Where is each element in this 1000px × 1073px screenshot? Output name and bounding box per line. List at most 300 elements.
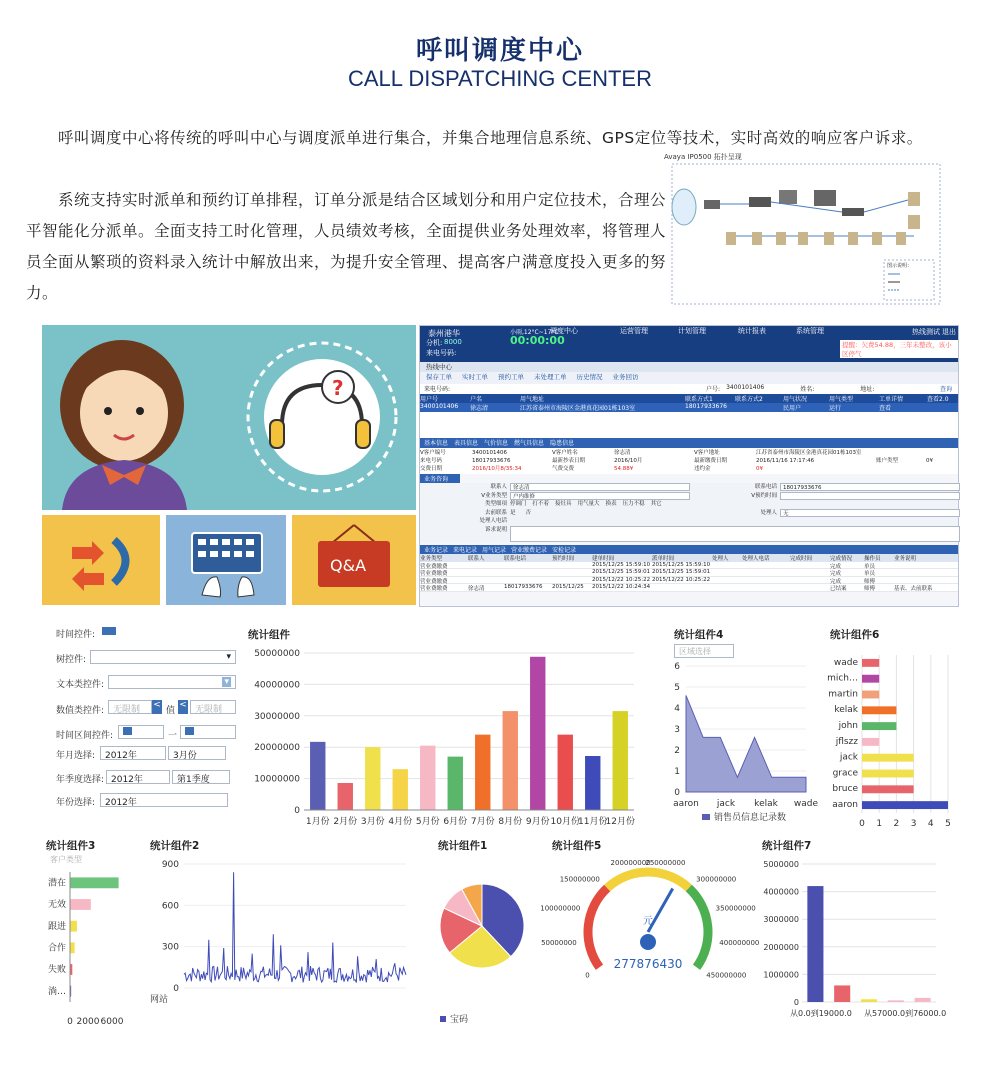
value: 18017933676 (472, 458, 511, 464)
th: 预约时间 (552, 555, 575, 562)
table-row[interactable] (420, 562, 958, 570)
x-tick-label: 1 (876, 819, 883, 829)
bar (862, 801, 948, 809)
gauge-tick-label: 400000000 (719, 939, 760, 948)
radio[interactable]: 否 (525, 509, 532, 516)
value: 0¥ (756, 466, 763, 472)
gauge-chart (540, 856, 760, 996)
table-row[interactable] (420, 584, 958, 592)
label: 类型细项 (484, 501, 507, 507)
x-tick-label: jack (716, 799, 736, 809)
dispatch-app-screenshot (419, 325, 959, 607)
y-tick-label: 4 (674, 704, 680, 714)
value: 54.88¥ (614, 466, 634, 472)
y-tick-label: bruce (832, 784, 858, 795)
alert-text: 提醒：欠费54.88，三年未整改，该小区停气 (840, 340, 958, 358)
customer-type-select[interactable]: 客户类型 (46, 853, 108, 867)
range-control-label: 时间区间控件: (56, 731, 114, 741)
label: 诉求说明 (484, 526, 507, 533)
th: 业务类型 (420, 555, 443, 562)
td: 江苏省泰州市海陵区金港真花园01栋103室 (520, 405, 636, 412)
checkbox[interactable]: 接灶具 (555, 501, 572, 507)
y-tick-label: aaron (832, 799, 858, 810)
app-logo: 泰州港华 (428, 329, 460, 338)
th: 用气地址 (520, 396, 545, 403)
desc-textarea[interactable] (510, 526, 960, 542)
tab-price[interactable]: 气价信息 (484, 440, 509, 447)
chart-title: 统计组件6 (830, 629, 880, 641)
chevron-left-icon[interactable]: < (152, 700, 162, 714)
search-bar (420, 384, 958, 394)
x-tick-label: 3月份 (360, 817, 385, 827)
td: 民用户 (783, 405, 802, 412)
reserve-time-input[interactable] (780, 492, 960, 500)
td: 2015/12/25 15:59:10 (652, 561, 711, 568)
tab-call-record[interactable]: 来电记录 (453, 546, 478, 554)
range-start-input[interactable] (118, 725, 164, 739)
y-tick-label: 300 (161, 942, 179, 953)
month-input[interactable]: 3月份 (168, 746, 226, 760)
phone-label: 来电号码: (426, 349, 457, 357)
td: 2015/12/25 15:59:01 (592, 569, 651, 575)
td: 2015/12/25 15:59:10 (592, 561, 651, 568)
bar (915, 998, 931, 1002)
gauge-tick-label: 450000000 (706, 971, 747, 980)
gauge-unit: 元 (643, 916, 653, 927)
code-label: 户号: (706, 386, 721, 393)
label: V预约时间 (751, 492, 777, 499)
checkbox[interactable]: 打不着 (532, 501, 550, 507)
time-control-label: 时间控件: (56, 630, 96, 640)
bar (338, 783, 353, 810)
toolbar-reserve[interactable]: 预约工单 (498, 373, 524, 381)
addr-label: 地址: (860, 386, 875, 393)
td (735, 403, 783, 412)
value: 2016/10月8/35:34 (472, 466, 522, 472)
weather: 小雨,12°C~17°C (510, 329, 559, 336)
th: 户名 (470, 396, 483, 403)
calendar-icon (185, 727, 194, 735)
value: 江苏省泰州市海陵区金港真花园01栋103室 (756, 450, 862, 456)
td: 营业费缴费 (420, 571, 448, 577)
table-row[interactable] (420, 569, 958, 577)
name-label: 姓名: (800, 386, 815, 393)
td: 徐志清 (468, 586, 485, 592)
x-tick-label: 8月份 (498, 817, 523, 827)
label: 交费日期 (420, 466, 443, 472)
year-select-label: 年份选择: (56, 798, 96, 808)
checkbox[interactable]: 压力不稳 (622, 501, 645, 507)
label: V客户地址 (694, 450, 720, 456)
td: 2015/12/22 10:25:22 (592, 576, 651, 583)
x-tick-label: 6000 (100, 1017, 124, 1027)
app-nav-3[interactable]: 计划管理 (678, 327, 706, 335)
td: 营业费缴费 (420, 578, 448, 585)
y-tick-label: 失败 (47, 965, 66, 976)
contact-phone-input[interactable]: 18017933676 (780, 483, 960, 491)
y-tick-label: 6 (674, 662, 680, 672)
number-min-input[interactable]: 无限制 (108, 700, 152, 714)
basic-tabs (420, 438, 958, 448)
y-tick-label: 无效 (47, 900, 66, 911)
number-control-label: 数值类控件: (56, 706, 105, 716)
page-subtitle: CALL DISPATCHING CENTER (348, 66, 652, 91)
bar (862, 659, 879, 667)
gauge-tick-label: 150000000 (559, 875, 600, 884)
view-button[interactable]: 查看 (879, 405, 892, 412)
text-control-label: 文本类控件: (56, 680, 105, 690)
bar (530, 657, 545, 810)
radio[interactable]: 是 (510, 509, 516, 516)
y-tick-label: 30000000 (254, 711, 300, 722)
time-control[interactable] (102, 627, 116, 635)
monthly-bar-chart (248, 645, 640, 830)
y-tick-label: 2 (674, 746, 680, 756)
y-tick-label: 淌… (47, 986, 66, 997)
x-tick-label: 从0.0到19000.0 (790, 1009, 852, 1018)
topology-title: Avaya IP0500 拓扑呈现 (664, 153, 742, 161)
quarter-input[interactable]: 第1季度 (172, 770, 230, 784)
range-end-input[interactable] (180, 725, 236, 739)
th: 联系方式2 (735, 396, 763, 403)
checkbox[interactable]: 其它 (650, 501, 662, 507)
tab-biz-record[interactable]: 业务记录 (424, 546, 449, 554)
app-toolbar (420, 372, 958, 384)
logout-link[interactable]: 退出 (942, 328, 956, 336)
app-nav-1[interactable]: 调度中心 (550, 327, 578, 335)
year-month-label: 年月选择: (56, 751, 96, 761)
search-label: 来电号码: (424, 386, 451, 393)
x-tick-label: 从57000.0到76000.0 (864, 1009, 947, 1018)
bar (475, 735, 490, 810)
tab-safety-record[interactable]: 安检记录 (552, 546, 577, 554)
gauge-tick-label: 250000000 (645, 859, 686, 868)
ext-label: 分机: (426, 339, 443, 347)
label: 最新抄表日期 (552, 458, 586, 464)
label: 来电号码 (420, 458, 443, 464)
x-tick-label: 12月份 (605, 817, 635, 827)
toolbar-realtime[interactable]: 实时工单 (462, 373, 488, 381)
td (742, 584, 790, 592)
x-tick-label: 11月份 (578, 817, 608, 827)
td: 完成 (830, 571, 842, 577)
tab-basic[interactable]: 基本信息 (424, 440, 449, 447)
line-series (184, 872, 406, 982)
tab-pay-record[interactable]: 营业缴费记录 (511, 546, 548, 554)
td: 师傅 (864, 578, 876, 585)
year-input[interactable]: 2012年 (100, 746, 166, 760)
bar (365, 747, 380, 810)
year-input[interactable]: 2012年 (106, 770, 170, 784)
y-tick-label: 0 (173, 984, 179, 994)
x-tick-label: 4 (927, 819, 934, 829)
chart-title: 统计组件5 (552, 840, 602, 852)
tab-meter[interactable]: 表具信息 (454, 440, 479, 447)
y-tick-label: jflszz (835, 736, 858, 747)
label: 联系人 (490, 484, 507, 490)
x-tick-label: 5月份 (415, 817, 440, 827)
y-tick-label: 900 (161, 860, 179, 870)
topology-legend-title: 图示说明： (887, 263, 913, 269)
y-tick-label: wade (833, 657, 858, 668)
x-tick-label: 10月份 (550, 817, 580, 827)
x-tick-label: 1月份 (305, 817, 330, 827)
label: 联系电话 (754, 484, 777, 490)
td: 单员 (864, 571, 876, 577)
gauge-band (588, 888, 607, 967)
td: 已结案 (830, 586, 847, 592)
label: 最新缴费日期 (694, 458, 728, 464)
label: V客户姓名 (552, 450, 578, 456)
bar (862, 738, 879, 746)
legend-label: 销售员信息记录数 (714, 813, 787, 823)
td: 单员 (864, 563, 876, 570)
app-nav-5[interactable]: 系统管理 (796, 327, 824, 335)
area-select[interactable]: 区域选择 (674, 644, 734, 658)
tree-control-label: 树控件: (56, 655, 87, 665)
year-quarter-label: 年季度选择: (56, 775, 105, 785)
chart-title: 统计组件2 (150, 840, 200, 852)
chart-title: 统计组件7 (762, 840, 812, 852)
y-tick-label: 50000000 (254, 649, 300, 659)
query-button[interactable]: 查询 (939, 386, 952, 393)
y-tick-label: 1000000 (763, 970, 799, 980)
pie-chart (436, 856, 536, 1026)
y-tick-label: 0 (793, 998, 799, 1007)
td: 18017933676 (685, 403, 727, 410)
th: 处理人电话 (742, 555, 770, 562)
record-table (420, 554, 958, 592)
legend-swatch (440, 1016, 446, 1022)
app-nav-2[interactable]: 运营管理 (620, 327, 648, 335)
chevron-down-icon: ▾ (226, 652, 231, 662)
y-tick-label: 20000000 (254, 743, 300, 754)
x-axis-label: 网站 (150, 995, 169, 1005)
hbar-chart-3 (44, 868, 128, 1030)
gauge-band (689, 888, 708, 967)
biz-title: 业务咨询 (420, 474, 460, 483)
th: 联系人 (468, 555, 485, 562)
chart-title: 统计组件1 (438, 840, 488, 852)
page-title: 呼叫调度中心 (415, 36, 584, 66)
class-options (510, 500, 960, 509)
th: 用气类型 (829, 396, 854, 403)
intro-paragraph-2: 系统支持实时派单和预约订单排程，订单分派是结合区域划分和用户定位技术，合理公平智能化分派单。全面支持工时化管理，人员绩效考核，全面提供业务处理效率，将管理人员全面从繁琐的资料录入统计中解放出来，为提升安全管理、提高客户满意度投入更多的努力。 (26, 191, 667, 302)
tab-appliance[interactable]: 燃气具信息 (514, 440, 545, 447)
bar (862, 706, 896, 714)
y-tick-label: 10000000 (254, 774, 300, 785)
y-tick-label: 2000000 (763, 942, 799, 952)
tab-hazard[interactable]: 隐患信息 (550, 440, 575, 447)
y-tick-label: jack (839, 752, 858, 763)
chart-title: 统计组件 (248, 629, 290, 641)
bar (834, 985, 850, 1002)
y-tick-label: john (838, 720, 858, 731)
toolbar-history[interactable]: 历史情况 (576, 373, 603, 381)
year-input[interactable]: 2012年 (100, 793, 228, 807)
chart-title: 统计组件3 (46, 840, 96, 852)
y-tick-label: 跟进 (47, 921, 66, 932)
th: 处理人 (712, 555, 729, 562)
bar (861, 999, 877, 1002)
x-tick-label: 0 (67, 1017, 73, 1027)
app-user: 热线测试 (912, 328, 940, 336)
th: 联系方式1 (685, 396, 713, 403)
bar (503, 711, 518, 810)
y-tick-label: kelak (834, 705, 858, 716)
y-tick-label: mich… (827, 673, 858, 684)
th: 建单时间 (592, 555, 615, 562)
toolbar-followup[interactable]: 业务回访 (612, 373, 639, 381)
checkbox[interactable]: 停调门 (510, 501, 527, 507)
y-tick-label: 0 (294, 806, 300, 816)
bar (558, 735, 573, 810)
gauge-tick-label: 0 (585, 971, 590, 980)
tab-gas-record[interactable]: 用气记录 (482, 546, 507, 554)
value: 2016/11/16 17:17:46 (756, 458, 815, 464)
illustration-drawing (42, 325, 416, 605)
calendar-icon (123, 727, 132, 735)
area-chart (668, 662, 819, 824)
th: 完成时间 (790, 555, 813, 562)
y-tick-label: grace (832, 768, 858, 779)
contact-input[interactable]: 徐志清 (510, 483, 690, 491)
topology-diagram (664, 152, 940, 304)
x-tick-label: 2 (893, 819, 900, 829)
x-tick-label: aaron (673, 799, 699, 809)
label: 违约金 (694, 466, 711, 472)
biz-form (420, 483, 958, 542)
gauge-band (607, 872, 689, 888)
value: 0¥ (926, 458, 933, 464)
td (712, 584, 742, 592)
td: 2015/12/22 10:24:34 (592, 584, 651, 590)
toolbar-pending[interactable]: 未处理工单 (534, 373, 567, 381)
x-tick-label: 3 (910, 819, 917, 829)
bar (862, 785, 914, 793)
legend-swatch (702, 814, 710, 820)
legend-label: 宝码 (450, 1015, 469, 1025)
th: 用气状况 (783, 396, 808, 403)
chart-title: 统计组件4 (674, 629, 724, 641)
label: V客户编号 (420, 450, 446, 456)
td (652, 584, 712, 592)
toolbar-save[interactable]: 保存工单 (426, 373, 452, 381)
biz-type-select[interactable]: 户内维修 (510, 492, 690, 500)
value-label: 值 (166, 706, 176, 716)
th: 查看2.0 (927, 396, 949, 403)
th: 派单时间 (652, 555, 675, 562)
call-timer: 00:00:00 (510, 334, 565, 347)
td: 3400101406 (420, 403, 459, 410)
code-value[interactable]: 3400101406 (726, 384, 765, 391)
bar (70, 942, 75, 953)
record-table-head (420, 554, 958, 562)
td: 徐志清 (470, 405, 489, 412)
app-nav-4[interactable]: 统计报表 (738, 327, 766, 335)
y-tick-label: 600 (161, 901, 179, 912)
range-separator: 一 (168, 731, 178, 741)
range-bar-chart (760, 856, 947, 1031)
x-tick-label: wade (793, 799, 819, 809)
x-tick-label: 4月份 (388, 817, 413, 827)
y-tick-label: 5 (674, 683, 680, 693)
bar (448, 757, 463, 810)
td: 2015/12/22 10:25:22 (652, 576, 711, 583)
tree-select[interactable] (90, 650, 236, 664)
y-tick-label: 潜在 (47, 878, 66, 889)
y-tick-label: 合作 (47, 943, 66, 954)
table-row[interactable] (420, 403, 958, 412)
basic-info (420, 448, 958, 474)
qa-sign: Q&A (330, 556, 367, 575)
th: 完成情况 (830, 555, 853, 562)
table-row[interactable] (420, 577, 958, 585)
record-tabs (420, 545, 958, 554)
checkbox[interactable]: 用气量大 (577, 501, 600, 507)
bar (807, 886, 823, 1002)
td: 2015/12/25 (552, 584, 584, 590)
th: 用户号 (420, 396, 439, 403)
bar (420, 746, 435, 810)
y-tick-label: martin (828, 689, 858, 700)
bar (862, 675, 879, 683)
td: 营业费缴费 (420, 586, 448, 592)
td: 营业费缴费 (420, 563, 448, 570)
line-chart (150, 856, 412, 1026)
number-max-input[interactable]: 无限制 (190, 700, 236, 714)
gauge-hub (640, 934, 656, 950)
label: 处理人电话 (479, 518, 507, 524)
th: 联系电话 (504, 555, 527, 562)
x-tick-label: 9月份 (525, 817, 550, 827)
td: 完成 (830, 578, 842, 585)
value: 3400101406 (472, 450, 507, 456)
gauge-tick-label: 350000000 (715, 904, 756, 913)
td: 完成 (830, 563, 842, 570)
bar (70, 921, 77, 932)
bar (862, 722, 896, 730)
x-tick-label: 6月份 (443, 817, 468, 827)
checkbox[interactable]: 换表 (605, 501, 617, 507)
y-tick-label: 0 (674, 788, 680, 798)
chevron-down-icon: ▾ (224, 677, 229, 687)
urgent-options (510, 509, 690, 518)
td: 2015/12/25 15:59:01 (652, 569, 711, 575)
text-select[interactable] (108, 675, 236, 689)
handler-select[interactable]: 无 (780, 509, 960, 517)
y-tick-label: 1 (674, 767, 680, 777)
x-tick-label: 2000 (76, 1017, 100, 1027)
label: 气费交费 (552, 466, 575, 472)
value: 2016/10月 (614, 458, 643, 464)
chevron-left-icon[interactable]: < (178, 700, 188, 714)
call-center-illustration (42, 325, 416, 605)
bar (862, 770, 914, 778)
bar (70, 899, 91, 910)
td: 运行 (829, 405, 842, 412)
gauge-tick-label: 100000000 (540, 904, 581, 913)
app-header (420, 326, 958, 362)
td: 18017933676 (504, 584, 543, 590)
td: 基表、去前联系 (894, 586, 933, 592)
y-tick-label: 3 (674, 725, 680, 735)
bar (862, 691, 879, 699)
gauge-tick-label: 50000000 (541, 939, 577, 948)
y-tick-label: 3000000 (763, 915, 799, 925)
x-tick-label: 2月份 (333, 817, 358, 827)
app-tab[interactable]: 热线中心 (420, 362, 958, 372)
